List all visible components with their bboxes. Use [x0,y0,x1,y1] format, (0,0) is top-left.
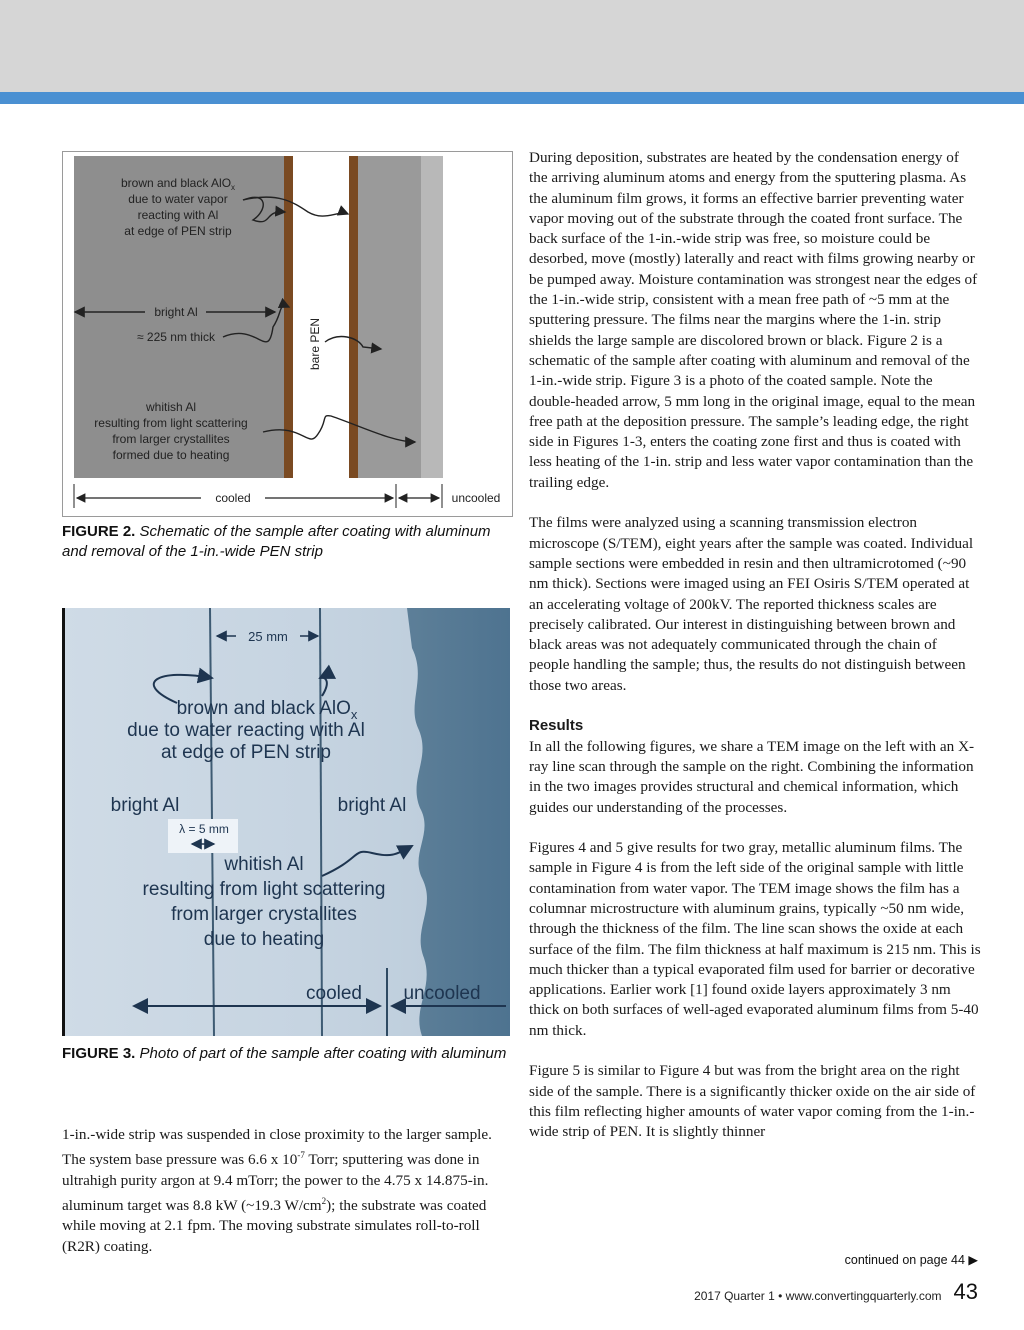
fig2-label-bright-al: bright Al [154,305,198,319]
photo-label-heating: due to heating [203,929,325,950]
right-column-text [529,148,981,1163]
right-paragraph-5: Figure 5 is similar to Figure 4 but was from the bright area on the right side of the sample. There is a significantly thicker oxide on the air side of this film reflecting higher amounts of water vapor coming from the 1-in.-wide strip of PEN. It is slightly thinner [529,1062,976,1141]
figure-2-drawing [63,152,512,516]
fig2-label-pen-edge: at edge of PEN strip [124,224,232,238]
photo-label-bright-al-left: bright Al [110,795,180,816]
right-paragraph-4: Figures 4 and 5 give results for two gray, metallic aluminum films. The sample in Figure 4 is from the left side of the original sample with little contamination from water vapor. The TEM image shows the film has a columnar microstructure with aluminum grains, typically ~50 nm wide, through the thickness of the film. The line scan shows the oxide at each surface of the film. The film thickness at half maximum is 215 nm. This is much thicker than a typical evaporated film used for barrier or decorative applications. Earlier work [1] found oxide layers approximately 3 nm thick on both surfaces of well-aged evaporated aluminum films from 5-40 nm thick. [529,839,981,1039]
figure-3-caption-label: FIGURE 3. [62,1045,136,1062]
fig2-label-reacting: reacting with Al [137,208,219,222]
header-accent-stripe [0,92,1024,104]
photo-label-brown-black: brown and black AlO$_x$ [176,698,358,722]
right-paragraph-3: In all the following figures, we share a TEM image on the left with an X-ray line scan through the sample on the right. Combining the information in the two images provides structural and chemical information, which guides our understanding of the processes. [529,737,975,816]
fig2-label-scattering: resulting from light scattering [94,416,248,430]
figure-2-schematic [62,151,513,517]
fig2-label-heating: formed due to heating [112,448,230,462]
figure-2-caption [62,522,512,562]
page-footer [694,1280,978,1304]
photo-label-scattering: resulting from light scattering [142,879,386,900]
photo-left-edge [62,608,65,1036]
page-number: 43 [953,1279,978,1304]
results-heading: Results [529,717,584,735]
fig2-label-cooled: cooled [215,491,251,505]
right-paragraph-1: During deposition, substrates are heated by the condensation energy of the arriving aluminum atoms and energy from the sputtering plasma. As the aluminum film grows, it forms an effective barrier preventing water vapor moving out of the substrate through the coated front surface. The back surface of the 1-in.-wide strip was free, so moisture could be desorbed, move (mostly) laterally and react with films growing nearby or be pumped away. Moisture contamination was strongest near the edges of the 1-in.-wide strip, consistent with a mean free path of ~5 mm at the sputtering pressure. The films near the margins where the 1-in. strip shields the large sample are discolored brown or black. Figure 2 is a schematic of the sample after coating with aluminum and removal of the 1-in.-wide strip. Figure 3 is a photo of the coated sample. Note the double-headed arrow, 5 mm long in the original image, equal to the mean free path at the deposition pressure. The sample’s leading edge, the right side in Figures 1-3, enters the coating zone first and thus is coated with less heating of the 1-in. strip and less water vapor contamination than the trailing edge. [529,149,978,491]
figure-2-caption-label: FIGURE 2. [62,523,136,540]
footer-website[interactable]: www.convertingquarterly.com [785,1289,942,1303]
figure-2-caption-text: Schematic of the sample after coating with aluminum and removal of the 1-in.-wide PEN strip [62,523,491,560]
fig2-label-water-vapor: due to water vapor [128,192,228,206]
fig2-label-bare-pen: bare PEN [308,317,322,371]
figure-3-photo [62,608,510,1036]
right-paragraph-2: The films were analyzed using a scanning transmission electron microscope (S/TEM), eight years after the sample was coated. Individual sample sections were embedded in resin and then ultramicrotomed (~90 nm thick). Sections were imaged using an FEI Osiris S/TEM operated at an accelerating voltage of 200kV. The reported thickness scales are precisely calibrated. Our interest in distinguishing between brown and black areas was not adequately communicated through the chain of people handling the sample; thus, the results do not distinguish between those two areas. [529,514,974,694]
fig2-label-brown-black: brown and black AlO$_x$ [120,176,236,192]
uncooled-region [421,156,443,478]
photo-label-whitish: whitish Al [224,854,304,875]
left-paragraph-1: 1-in.-wide strip was suspended in close proximity to the larger sample. The system base pressure was 6.6 x $10^{-7}$ Torr; sputtering was done in ultrahigh purity argon at 9.4 mTorr; the power to the 4.75 x 14.875-in. aluminum target was 8.8 kW (~19.3 $W/cm^2$); the substrate was coated while moving at 2.1 fpm. The moving substrate simulates roll-to-roll (R2R) coating. [62,1126,492,1255]
photo-label-bright-al-right: bright Al [337,795,407,816]
fig2-label-whitish: whitish Al [145,400,197,414]
left-column-text [62,1125,514,1277]
figure-3-caption [62,1044,512,1064]
fig2-label-crystallites: from larger crystallites [112,432,230,446]
photo-label-lambda: λ = 5 mm [179,822,229,836]
brown-edge-right [349,156,358,478]
photo-label-water-reacting: due to water reacting with Al [127,720,365,741]
footer-issue: 2017 Quarter 1 • www.convertingquarterly.com [694,1289,942,1303]
fig2-label-uncooled: uncooled [451,491,501,505]
figure-3-caption-text: Photo of part of the sample after coating with aluminum [139,1045,507,1062]
figure-3-drawing [62,608,510,1036]
photo-label-dimension: 25 mm [248,629,288,644]
photo-label-uncooled: uncooled [403,983,481,1004]
header-band [0,0,1024,92]
photo-label-crystallites: from larger crystallites [171,904,357,925]
fig2-label-thickness: ≈ 225 nm thick [137,330,215,344]
continued-link[interactable]: continued on page 44 ▶ [844,1253,978,1267]
photo-label-pen-edge: at edge of PEN strip [160,742,332,763]
photo-label-cooled: cooled [306,983,362,1004]
